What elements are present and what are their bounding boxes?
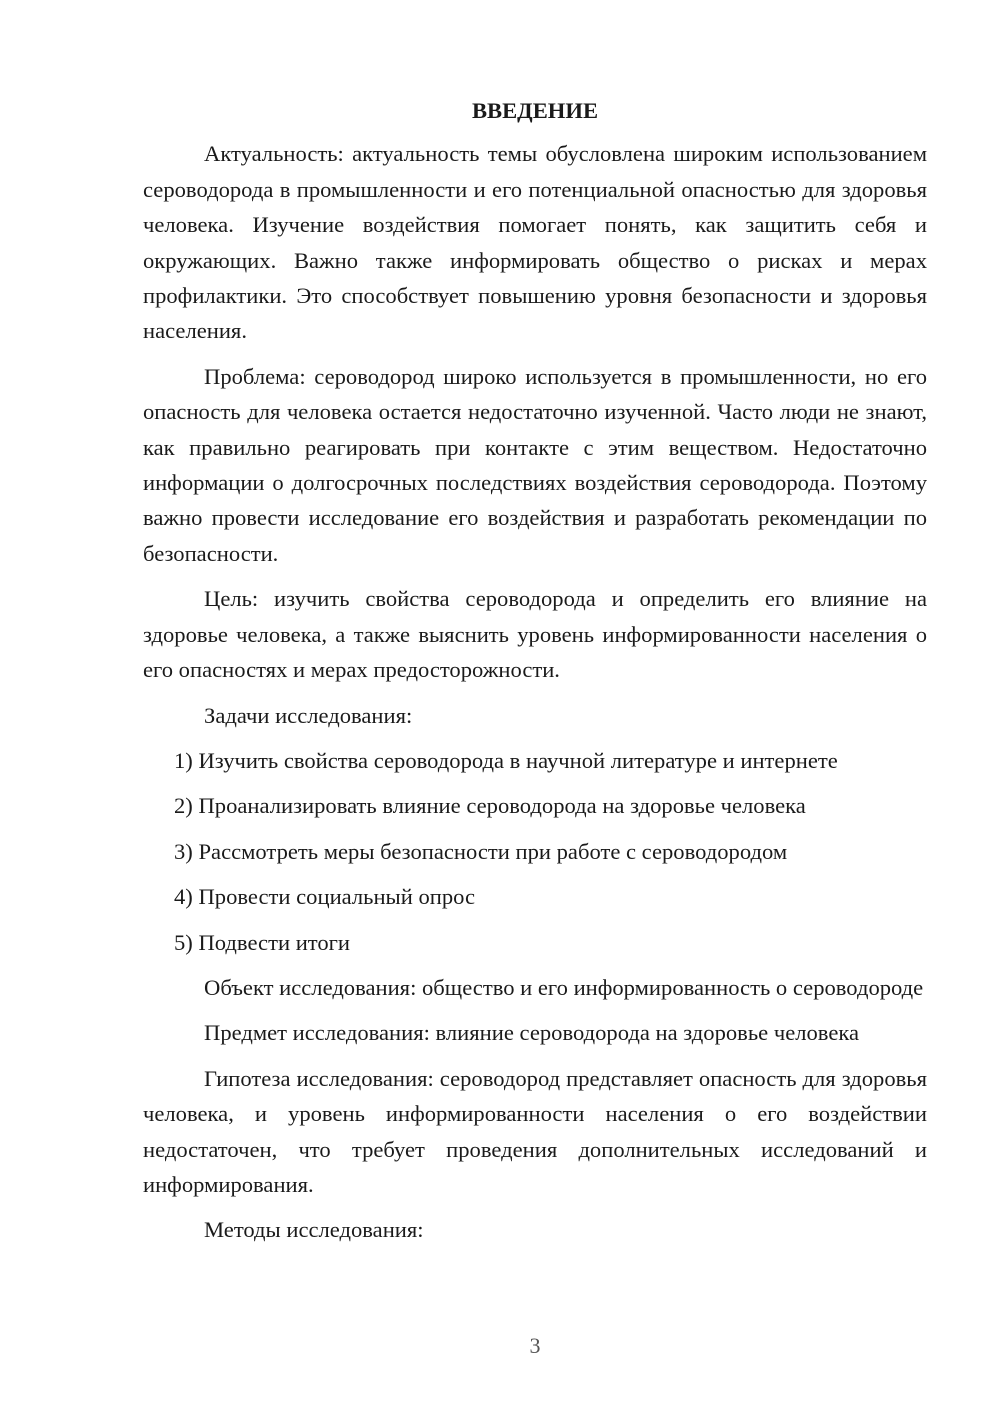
paragraph-relevance: Актуальность: актуальность темы обусловлена широким использованием сероводорода в промышленности и его потенциальной опасностью для здоровья человека. Изучение воздействия помогает понять, как защитить себя и окружающих. Важно также информировать общество о рисках и мерах профилактики. Это способствует повышению уровня безопасности и здоровья населения.	[143, 141, 927, 344]
methods-heading: Методы исследования:	[204, 1217, 424, 1243]
paragraph-goal: Цель: изучить свойства сероводорода и определить его влияние на здоровье человека, а также выяснить уровень информированности населения о его опасностях и мерах предосторожности.	[143, 586, 927, 683]
paragraph-object: Объект исследования: общество и его информированность о сероводороде	[204, 974, 924, 1000]
list-item: 5) Подвести итоги	[174, 929, 351, 955]
paragraph-subject: Предмет исследования: влияние сероводорода на здоровье человека	[204, 1020, 860, 1046]
page-content	[143, 93, 927, 1258]
paragraph-hypothesis: Гипотеза исследования: сероводород представляет опасность для здоровья человека, и уровень информированности населения о его воздействии недостаточен, что требует проведения дополнительных исследований и информирования.	[143, 1065, 927, 1197]
tasks-list	[143, 743, 927, 960]
list-item: 3) Рассмотреть меры безопасности при работе с сероводородом	[174, 838, 788, 864]
list-item: 2) Проанализировать влияние сероводорода на здоровье человека	[174, 793, 806, 819]
section-title: ВВЕДЕНИЕ	[471, 98, 599, 123]
paragraph-problem: Проблема: сероводород широко используется в промышленности, но его опасность для человека остается недостаточно изученной. Часто люди не знают, как правильно реагировать при контакте с этим веществом. Недостаточно информации о долгосрочных последствиях воздействия сероводорода. Поэтому важно провести исследование его воздействия и разработать рекомендации по безопасности.	[143, 363, 927, 566]
list-item: 4) Провести социальный опрос	[174, 884, 476, 910]
list-item: 1) Изучить свойства сероводорода в научной литературе и интернете	[174, 747, 838, 773]
page-number: 3	[529, 1333, 541, 1358]
tasks-heading: Задачи исследования:	[204, 702, 413, 728]
